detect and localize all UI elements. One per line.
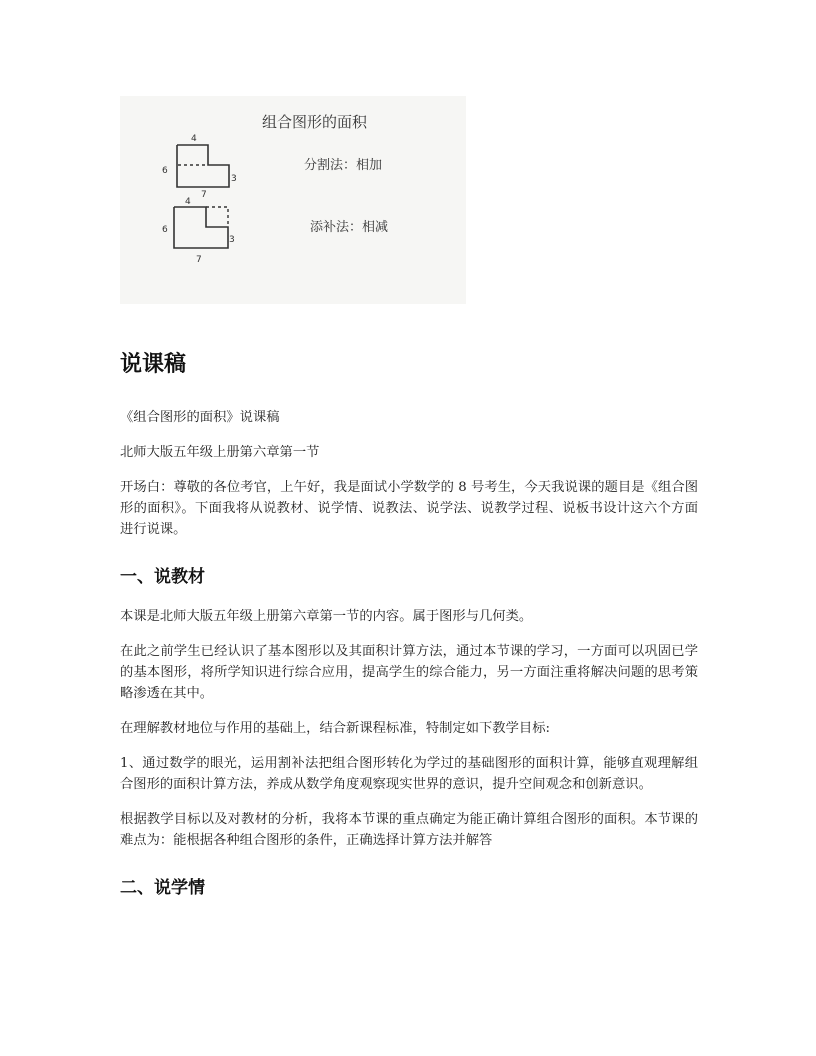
- fill-dashed-lines: [206, 207, 228, 227]
- shape2-left-label: 6: [162, 225, 168, 235]
- method-split-label: 分割法：相加: [304, 158, 383, 173]
- composite-shape-1: [177, 145, 229, 187]
- shape1-bottom-label: 7: [201, 190, 207, 200]
- paragraph-1: 本课是北师大版五年级上册第六章第一节的内容。属于图形与几何类。: [120, 609, 533, 624]
- lesson-title: 《组合图形的面积》说课稿: [120, 410, 280, 425]
- edition-line: 北师大版五年级上册第六章第一节: [120, 445, 320, 460]
- figure-title: 组合图形的面积: [262, 113, 368, 131]
- composite-shape-2: [174, 207, 228, 248]
- method-fill-label: 添补法：相减: [310, 220, 389, 235]
- paragraph-5: 根据教学目标以及对教材的分析，我将本节课的重点确定为能正确计算组合图形的面积。本节课的难点为：能根据各种组合图形的条件，正确选择计算方法并解答: [120, 812, 698, 848]
- shape2-top-label: 4: [185, 197, 191, 207]
- shape1-right-label: 3: [231, 174, 237, 184]
- intro-paragraph: 开场白：尊敬的各位考官，上午好，我是面试小学数学的 8 号考生，今天我说课的题目是《组合图形的面积》。下面我将从说教材、说学情、说教法、说学法、说教学过程、说板书设计这六个方面进行说课。: [120, 480, 698, 537]
- document-title: 说课稿: [120, 352, 187, 377]
- shape1-top-label: 4: [191, 134, 197, 144]
- shape2-bottom-label: 7: [196, 255, 202, 265]
- paragraph-3: 在理解教材地位与作用的基础上，结合新课程标准，特制定如下教学目标:: [120, 721, 550, 736]
- section-heading-textbook: 一、说教材: [120, 567, 205, 587]
- figure-drawing: [120, 96, 466, 304]
- section-heading-students: 二、说学情: [120, 878, 205, 898]
- paragraph-4: 1、通过数学的眼光，运用割补法把组合图形转化为学过的基础图形的面积计算，能够直观理解组合图形的面积计算方法，养成从数学角度观察现实世界的意识，提升空间观念和创新意识。: [120, 756, 698, 792]
- document-body: [120, 345, 698, 917]
- handwritten-figure: [120, 96, 466, 304]
- paragraph-2: 在此之前学生已经认识了基本图形以及其面积计算方法，通过本节课的学习，一方面可以巩固已学的基本图形，将所学知识进行综合应用，提高学生的综合能力，另一方面注重将解决问题的思考策略渗透在其中。: [120, 644, 698, 701]
- shape1-left-label: 6: [162, 166, 168, 176]
- shape2-right-label: 3: [229, 235, 235, 245]
